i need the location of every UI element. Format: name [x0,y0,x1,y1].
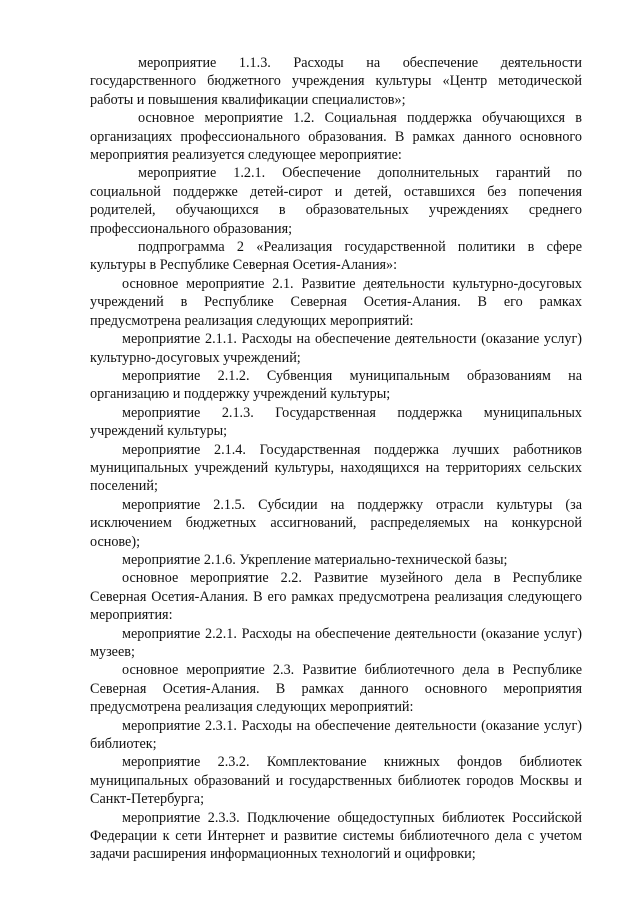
paragraph: мероприятие 2.3.3. Подключение общедоступных библиотек Российской Федерации к сети Интернет и развитие системы библиотечного дела с учетом задачи расширения информационных технологий и оцифровки; [90,809,582,863]
paragraph: мероприятие 1.1.3. Расходы на обеспечение деятельности государственного бюджетного учреждения культуры «Центр методической работы и повышения квалификации специалистов»; [90,55,582,108]
paragraph: основное мероприятие 2.3. Развитие библиотечного дела в Республике Северная Осетия-Алания. В рамках данного основного мероприятия предусмотрена реализация следующих мероприятий: [90,662,582,716]
paragraph: мероприятие 2.3.2. Комплектование книжных фондов библиотек муниципальных образований и государственных библиотек городов Москвы и Санкт-Петербурга; [90,754,582,808]
paragraph: мероприятие 2.1.2. Субвенция муниципальным образованиям на организацию и поддержку учреждений культуры; [90,367,582,403]
document-body [90,54,582,864]
paragraph: мероприятие 2.1.4. Государственная поддержка лучших работников муниципальных учреждений культуры, находящихся на территориях сельских поселений; [90,441,582,495]
paragraph: мероприятие 2.2.1. Расходы на обеспечение деятельности (оказание услуг) музеев; [90,625,582,660]
paragraph: подпрограмма 2 «Реализация государственной политики в сфере культуры в Республике Северная Осетия-Алания»: [90,239,582,274]
paragraph: мероприятие 2.1.5. Субсидии на поддержку отрасли культуры (за исключением бюджетных ассигнований, распределяемых на конкурсной основе); [90,496,582,550]
paragraph: основное мероприятие 2.1. Развитие деятельности культурно-досуговых учреждений в Республике Северная Осетия-Алания. В его рамках предусмотрена реализация следующих мероприятий: [90,275,582,329]
paragraph: мероприятие 2.1.6. Укрепление материально-технической базы; [122,551,508,568]
paragraph: основное мероприятие 1.2. Социальная поддержка обучающихся в организациях профессионального образования. В рамках данного основного мероприятия реализуется следующее мероприятие: [90,110,582,164]
paragraph: основное мероприятие 2.2. Развитие музейного дела в Республике Северная Осетия-Алания. В его рамках предусмотрена реализация следующего мероприятия: [90,570,582,624]
paragraph: мероприятие 2.1.3. Государственная поддержка муниципальных учреждений культуры; [90,404,582,440]
paragraph: мероприятие 2.3.1. Расходы на обеспечение деятельности (оказание услуг) библиотек; [90,717,582,753]
paragraph: мероприятие 1.2.1. Обеспечение дополнительных гарантий по социальной поддержке детей-сирот и детей, оставшихся без попечения родителей, обучающихся в образовательных учреждениях среднего профессионального образования; [90,165,582,237]
paragraph: мероприятие 2.1.1. Расходы на обеспечение деятельности (оказание услуг) культурно-досуговых учреждений; [90,331,582,366]
